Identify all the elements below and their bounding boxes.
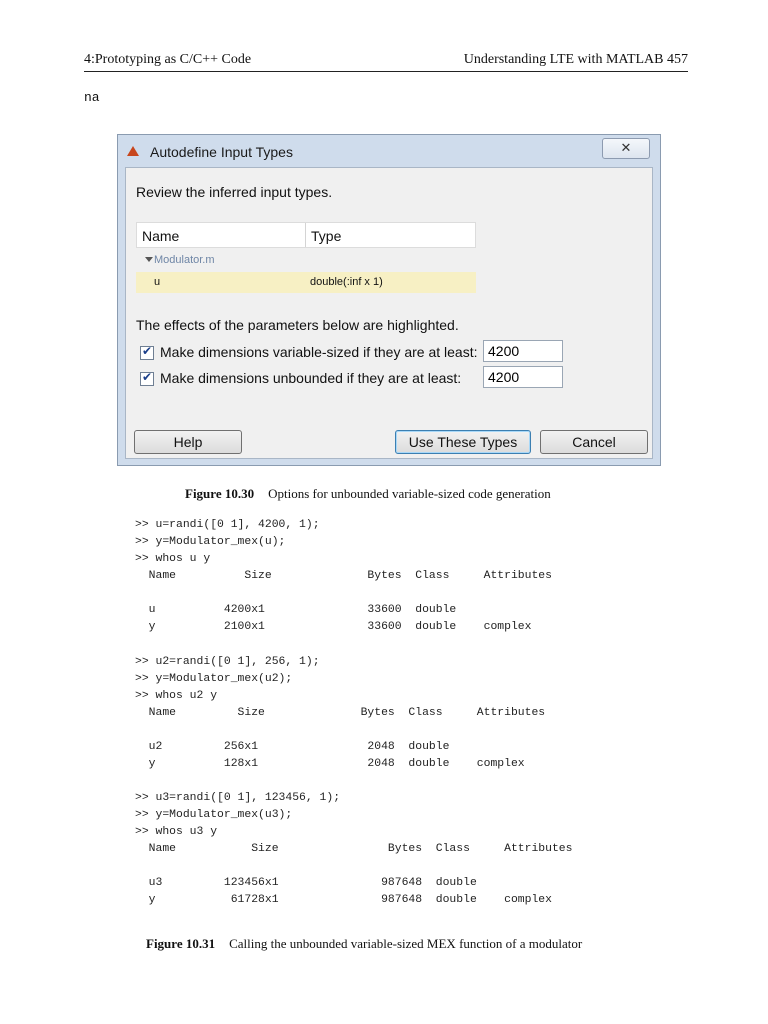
code-block: >> u3=randi([0 1], 123456, 1); >> y=Modulator_mex(u3); >> whos u3 y Name Size Bytes Class Attributes u3 123456x1 987648 double y 61728x1 987648 double complex (135, 792, 573, 906)
header-rule (84, 71, 688, 72)
close-button[interactable] (602, 138, 650, 159)
checkmark-icon: ✔ (142, 370, 153, 384)
checkmark-icon: ✔ (142, 344, 153, 358)
figure-caption-text: Options for unbounded variable-sized code generation (268, 486, 551, 501)
code-block: >> u2=randi([0 1], 256, 1); >> y=Modulator_mex(u2); >> whos u2 y Name Size Bytes Class Attributes u2 256x1 2048 double y 128x1 2048 double complex (135, 656, 546, 770)
unbounded-checkbox[interactable] (140, 372, 154, 386)
autodefine-dialog (117, 134, 661, 466)
code-block: >> u=randi([0 1], 4200, 1); >> y=Modulator_mex(u); >> whos u y Name Size Bytes Class Attributes u 4200x1 33600 double y 2100x1 33600 double complex (135, 519, 552, 633)
dialog-title: Autodefine Input Types (150, 144, 293, 160)
tree-node-file[interactable] (136, 252, 476, 270)
running-header-chapter: 4:Prototyping as C/C++ Code (84, 52, 252, 67)
unbounded-label: Make dimensions unbounded if they are at least: (160, 370, 462, 386)
dialog-prompt: Review the inferred input types. (136, 184, 333, 200)
file-name: Modulator.m (154, 254, 215, 266)
column-divider (305, 223, 306, 247)
unbounded-threshold-field[interactable] (483, 366, 563, 388)
figure-caption (185, 486, 551, 502)
effects-note: The effects of the parameters below are highlighted. (136, 317, 459, 333)
cancel-button[interactable]: Cancel (540, 430, 648, 454)
figure-caption-text: Calling the unbounded variable-sized MEX function of a modulator (229, 936, 583, 951)
variable-name: u (154, 276, 161, 288)
types-table-header (136, 222, 476, 248)
use-these-types-button[interactable]: Use These Types (395, 430, 531, 454)
variable-sized-label: Make dimensions variable-sized if they are at least: (160, 344, 478, 360)
column-header-type[interactable]: Type (311, 228, 342, 244)
dialog-body (125, 167, 653, 459)
variable-sized-threshold-field[interactable] (483, 340, 563, 362)
table-row[interactable] (136, 272, 476, 293)
dialog-titlebar (118, 135, 660, 167)
column-header-name[interactable]: Name (142, 228, 180, 244)
help-button[interactable]: Help (134, 430, 242, 454)
running-header-title: Understanding LTE with MATLAB 457 (463, 52, 688, 67)
figure-label: Figure 10.30 (185, 486, 255, 501)
variable-sized-checkbox[interactable] (140, 346, 154, 360)
figure-caption (146, 936, 582, 952)
matlab-logo-icon (127, 146, 139, 156)
figure-label: Figure 10.31 (146, 936, 216, 951)
stray-text: na (84, 90, 100, 105)
close-icon: ✕ (620, 141, 632, 156)
variable-type[interactable]: double(:inf x 1) (310, 276, 383, 288)
expand-triangle-icon[interactable] (145, 257, 153, 262)
